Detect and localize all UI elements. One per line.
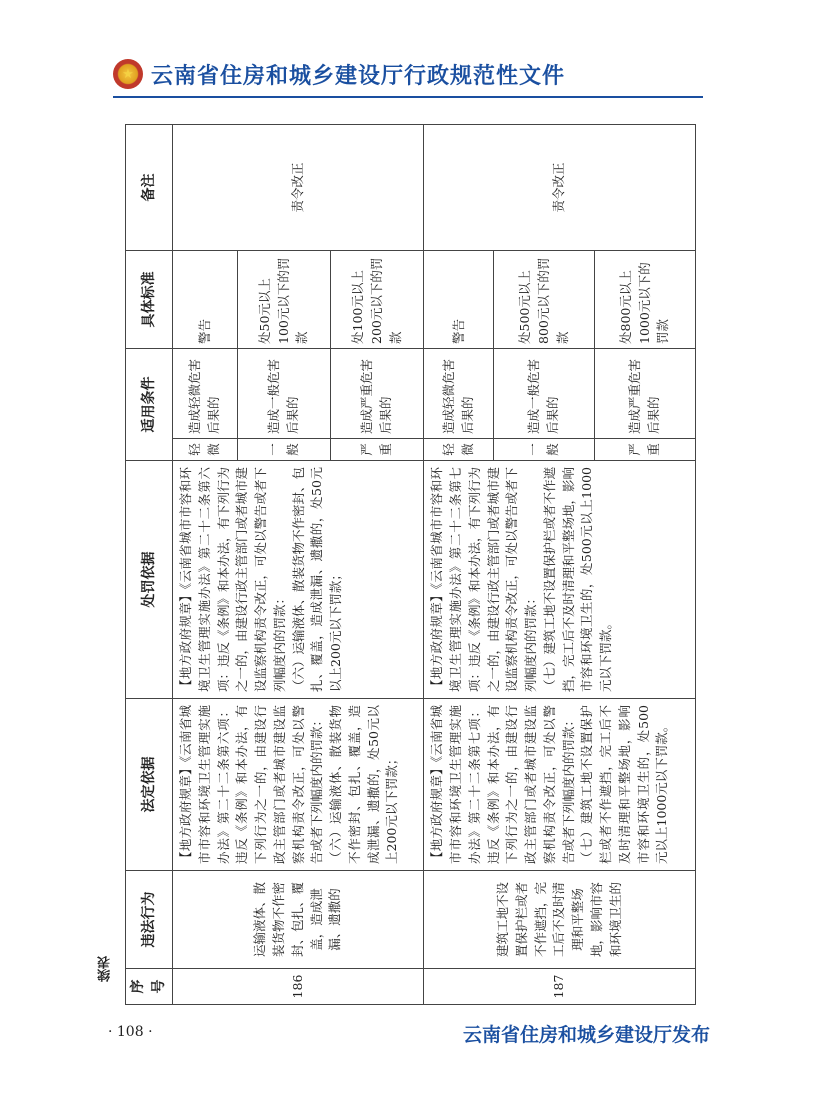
column-header-condition: 适用条件 <box>126 349 173 461</box>
legal-paragraph: （七）建筑工地不设置保护栏或者不作遮挡，完工后不及时清理和平整场地，影响市容和环境卫生的，处500元以上1000元以下罚款。 <box>579 705 670 864</box>
level-label: 严重 <box>595 439 696 461</box>
standard-cell: 警告 <box>173 251 238 349</box>
continued-label: 续表 <box>98 956 113 982</box>
standard-cell: 处500元以上800元以下的罚款 <box>494 251 595 349</box>
legal-paragraph: 【地方政府规章】《云南省城市市容和环境卫生管理实施办法》第二十二条第六项：违反《条例》和本办法，有下列行为之一的，由建设行政主管部门或者城市建设监察机构责令改正，可处以警告或者下列幅度内的罚款： <box>178 705 325 864</box>
penalty-table <box>125 124 696 1005</box>
standard-cell: 警告 <box>424 251 494 349</box>
note-cell: 责令改正 <box>424 125 696 251</box>
basis-paragraph: （六）运输液体、散装货物不作密封、包扎、覆盖，造成泄漏、遗撒的，处50元以上200元以下罚款； <box>290 466 343 692</box>
row-legal-basis <box>173 699 424 871</box>
standard-cell: 处100元以上200元以下的罚款 <box>331 251 424 349</box>
header-title: 云南省住房和城乡建设厅行政规范性文件 <box>151 63 566 89</box>
standard-cell: 处800元以上1000元以下的罚款 <box>595 251 696 349</box>
standard-cell: 处50元以上100元以下的罚款 <box>237 251 330 349</box>
row-violation: 建筑工地不设置保护栏或者不作遮挡，完工后不及时清理和平整场地，影响市容和环境卫生的 <box>424 871 696 969</box>
column-header-note: 备注 <box>126 125 173 251</box>
row-seq: 187 <box>424 969 696 1005</box>
level-label: 轻微 <box>173 439 238 461</box>
level-label: 一般 <box>494 439 595 461</box>
row-seq: 186 <box>173 969 424 1005</box>
legal-paragraph: （六）运输液体、散装货物不作密封、包扎、覆盖，造成泄漏、遗撒的，处50元以上200元以下罚款； <box>328 705 400 864</box>
column-header-act: 违法行为 <box>126 871 173 969</box>
national-emblem-icon: ★ <box>113 59 143 89</box>
table-row <box>173 125 238 1005</box>
condition-cell: 造成严重危害后果的 <box>595 349 696 439</box>
penalty-table-wrapper <box>125 125 696 1005</box>
legal-paragraph: 【地方政府规章】《云南省城市市容和环境卫生管理实施办法》第二十二条第七项：违反《条例》和本办法，有下列行为之一的，由建设行政主管部门或者城市建设监察机构责令改正，可处以警告或者下列幅度内的罚款： <box>429 705 576 864</box>
condition-cell: 造成一般危害后果的 <box>494 349 595 439</box>
column-header-legal: 法定依据 <box>126 699 173 871</box>
publisher-label: 云南省住房和城乡建设厅发布 <box>462 1024 710 1046</box>
condition-cell: 造成轻微危害后果的 <box>424 349 494 439</box>
row-violation: 运输液体、散装货物不作密封、包扎、覆盖，造成泄漏、遗撒的 <box>173 871 424 969</box>
document-header <box>113 56 565 92</box>
level-label: 轻微 <box>424 439 494 461</box>
row-penalty-basis <box>424 461 696 699</box>
table-header-row <box>126 125 173 1005</box>
column-header-standard: 具体标准 <box>126 251 173 349</box>
level-label: 一般 <box>237 439 330 461</box>
basis-paragraph: 【地方政府规章】《云南省城市市容和环境卫生管理实施办法》第二十二条第七项：违反《条例》和本办法，有下列行为之一的，由建设行政主管部门或者城市建设监察机构责令改正，可处以警告或者下列幅度内的罚款： <box>429 466 539 692</box>
condition-cell: 造成一般危害后果的 <box>237 349 330 439</box>
header-divider <box>113 96 703 98</box>
note-cell: 责令改正 <box>173 125 424 251</box>
condition-cell: 造成严重危害后果的 <box>331 349 424 439</box>
basis-paragraph: 【地方政府规章】《云南省城市市容和环境卫生管理实施办法》第二十二条第六项：违反《条例》和本办法，有下列行为之一的，由建设行政主管部门或者城市建设监察机构责令改正，可处以警告或者下列幅度内的罚款： <box>178 466 287 692</box>
column-header-seq: 序号 <box>126 969 173 1005</box>
condition-cell: 造成轻微危害后果的 <box>173 349 238 439</box>
row-penalty-basis <box>173 461 424 699</box>
column-header-basis: 处罚依据 <box>126 461 173 699</box>
page-number: · 108 · <box>108 1024 153 1040</box>
table-row <box>424 125 494 1005</box>
level-label: 严重 <box>331 439 424 461</box>
basis-paragraph: （七）建筑工地不设置保护栏或者不作遮挡，完工后不及时清理和平整场地，影响市容和环境卫生的，处500元以上1000元以下罚款。 <box>541 466 614 692</box>
row-legal-basis <box>424 699 696 871</box>
